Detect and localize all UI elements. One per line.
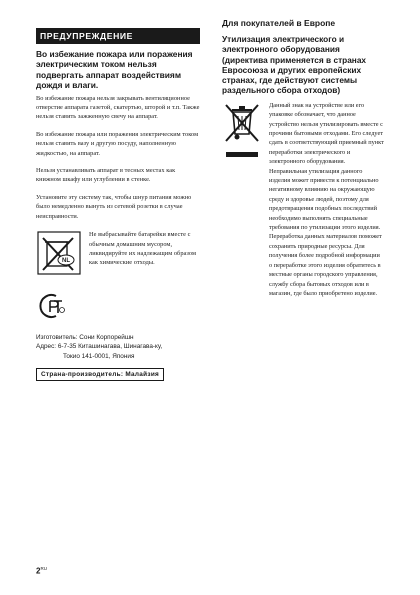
disposal-block [222,101,384,299]
warning-header: ПРЕДУПРЕЖДЕНИЕ [36,28,200,44]
crossed-bin-nl-icon [36,230,82,276]
paragraph-ventilation: Во избежание пожара нельзя закрывать вентиляционное отверстие аппарата газетой, скатертью, шторой и т.п. Также нельзя ставить зажженную свечу на аппарат. [36,94,200,121]
paragraph-liquids: Во избежание пожара или поражения электрическим током нельзя ставить вазу и другую посуду, наполненную жидкостью, на аппарат. [36,130,199,157]
address-line-2: Токио 141-0001, Япония [63,352,135,360]
fire-warning-heading: Во избежание пожара или поражения электрическим током нельзя подвергать аппарат воздействиям дождя и влаги. [36,49,193,91]
paragraph-power-cord: Установите эту систему так, чтобы шнур питания можно было немедленно вынуть из сетевой розетки в случае неисправности. [36,193,192,220]
section-title: Для покупателей в Европе [222,18,336,28]
battery-disposal-text: Не выбрасывайте батарейки вместе с обычным домашним мусором, ликвидируйте их надлежащим образом как химические отходы. [89,231,196,267]
manufacturer-info [36,333,200,361]
battery-disposal-block [36,230,200,276]
separate-collection-bar [226,152,258,157]
address-line: Адрес: 6-7-35 Киташинагава, Шинагава-ку, [36,343,163,351]
language-code: RU [40,566,47,571]
crossed-wheelie-bin-icon [222,101,262,145]
disposal-heading: Утилизация электрического и электронного оборудования (директива применяется в странах Евросоюза и других европейских странах, где действуют системы раздельного сбора отходов) [222,34,367,96]
bin-icon-group [222,101,266,299]
left-column [36,28,200,381]
nl-label: NL [62,258,70,265]
paragraph-confined-space: Нельзя устанавливать аппарат в тесных местах как книжном шкафу или углублении в стенке. [36,167,176,184]
right-column [222,18,384,298]
disposal-text: Данный знак на устройстве или его упаковке обозначает, что данное устройство нельзя утилизировать вместе с прочими бытовыми отходами. Его следует сдать в соответствующий приемный пункт переработки электрического и электронного оборудования. Неправильная утилизация данного изделия может привести к потенциально негативному влиянию на окружающую среду и здоровье людей, поэтому для предотвращения подобных последствий необходимо выполнять специальные требования по утилизации этого изделия. Переработка данных материалов поможет сохранить природные ресурсы. Для получения более подробной информации о переработке этого изделия обратитесь в местные органы городского управления, службу сбора бытовых отходов или в магазин, где было приобретено изделие. [269,101,384,297]
country-of-origin-label: Страна-производитель: Малайзия [36,368,164,381]
page-number-value: 2 [36,566,41,576]
pct-certification-icon [36,292,70,320]
manufacturer-line: Изготовитель: Сони Корпорейшн [36,334,134,342]
page-number [36,566,47,576]
